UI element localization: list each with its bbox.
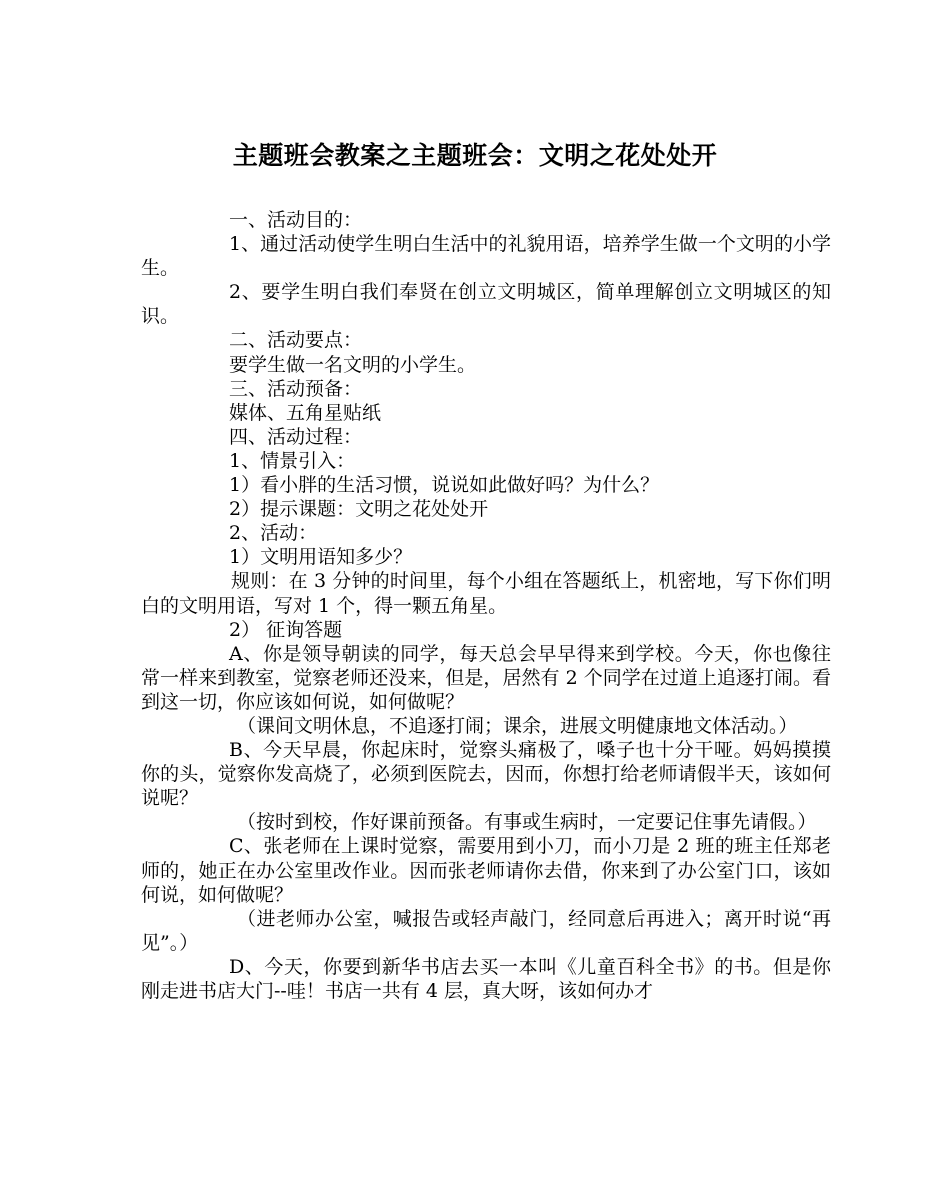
key-point-text: 要学生做一名文明的小学生。 [229, 353, 477, 376]
answer-c: （进老师办公室，喊报告或轻声敲门，经同意后再进入；离开时说“再见”。） [141, 907, 831, 954]
process-step-intro: 1、情景引入： [229, 449, 356, 472]
document-title: 主题班会教案之主题班会：文明之花处处开 [232, 141, 718, 170]
activity-substep-2: 2） 征询答题 [229, 618, 343, 641]
section-heading-preparation: 三、活动预备： [229, 377, 363, 400]
answer-a: （课间文明休息，不追逐打闹；课余，进展文明健康地文体活动。） [237, 714, 798, 737]
section-heading-goals: 一、活动目的： [229, 209, 363, 231]
goal-item-1: 1、通过活动使学生明白生活中的礼貌用语，培养学生做一个文明的小学生。 [141, 233, 831, 280]
answer-b: （按时到校，作好课前预备。有事或生病时，一定要记住事先请假。） [237, 811, 817, 834]
process-substep-2: 2）提示课题：文明之花处处开 [229, 498, 489, 521]
process-substep-1: 1）看小胖的生活习惯，说说如此做好吗？为什么？ [229, 474, 660, 497]
section-heading-key-points: 二、活动要点： [229, 329, 363, 352]
activity-substep-1: 1）文明用语知多少？ [229, 546, 413, 569]
question-b: B、今天早晨，你起床时，觉察头痛极了，嗓子也十分干哑。妈妈摸摸你的头，觉察你发高烧了，必须到医院去，因而，你想打给老师请假半天，该如何说呢？ [141, 739, 831, 810]
goal-item-2: 2、要学生明白我们奉贤在创立文明城区，简单理解创立文明城区的知识。 [141, 281, 831, 328]
section-heading-process: 四、活动过程： [229, 425, 363, 448]
question-a: A、你是领导朝读的同学，每天总会早早得来到学校。今天，你也像往常一样来到教室，觉察老师还没来，但是，居然有 2 个同学在过道上追逐打闹。看到这一切，你应该如何说，如何做呢？ [141, 642, 831, 713]
document-body [141, 208, 831, 1003]
preparation-text: 媒体、五角星贴纸 [229, 401, 382, 424]
process-step-activity: 2、活动： [229, 522, 318, 545]
question-c: C、张老师在上课时觉察，需要用到小刀，而小刀是 2 班的班主任郑老师的，她正在办公室里改作业。因而张老师请你去借，你来到了办公室门口，该如何说，如何做呢？ [141, 835, 831, 906]
question-d: D、今天，你要到新华书店去买一本叫《儿童百科全书》的书。但是你刚走进书店大门--哇！书店一共有 4 层，真大呀，该如何办才 [141, 955, 831, 1002]
activity-rule: 规则：在 3 分钟的时间里，每个小组在答题纸上，机密地，写下你们明白的文明用语，写对 1 个，得一颗五角星。 [141, 570, 831, 617]
